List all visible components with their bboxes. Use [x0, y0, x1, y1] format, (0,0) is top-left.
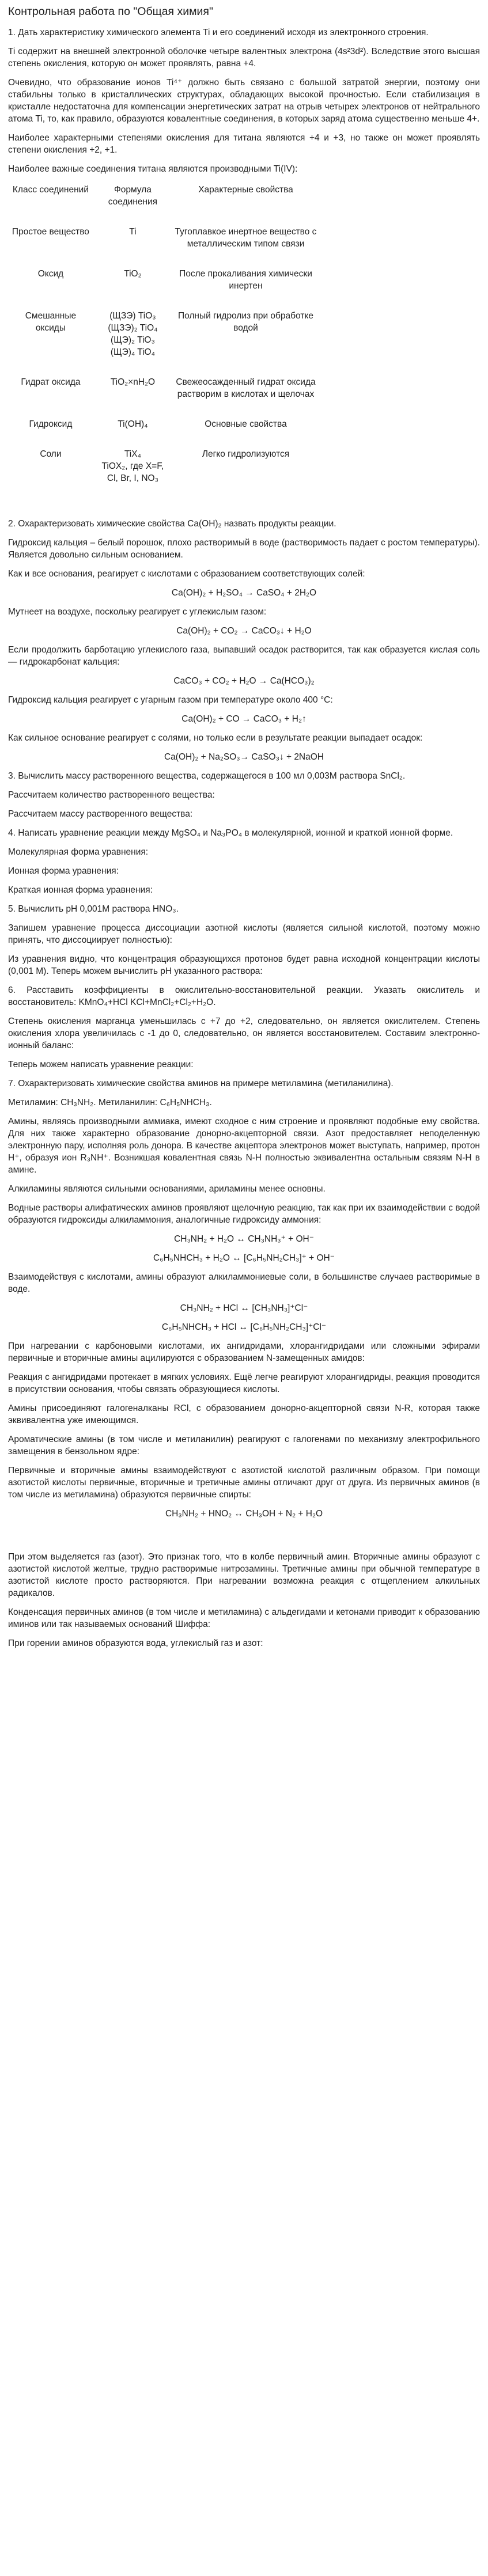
paragraph: Мутнеет на воздухе, поскольку реагирует с углекислым газом:: [8, 607, 267, 617]
equation: CH₃NH₂ + HCl ↔ [CH₃NH₃]⁺Cl⁻: [180, 1303, 308, 1313]
paragraph: Амины присоединяют галогеналканы RCl, с образованием донорно-акцепторной связи N-R, которая также эквивалентна уже имеющимся.: [8, 1403, 480, 1425]
paragraph: Реакция с ангидридами протекает в мягких условиях. Ещё легче реагируют хлорангидриды, реакция проводится в присутствии основания, чтобы связать образующиеся кислоты.: [8, 1372, 480, 1394]
table-row: [8, 416, 319, 446]
paragraph: При горении аминов образуются вода, углекислый газ и азот:: [8, 1638, 263, 1648]
paragraph: Водные растворы алифатических аминов проявляют щелочную реакцию, так как при их взаимодействии с водой образуются гидроксиды алкиламмония, аналогичные гидроксиду аммония:: [8, 1203, 480, 1225]
table-cell: TiO₂: [124, 269, 142, 279]
paragraph: Гидроксид кальция – белый порошок, плохо растворимый в воде (растворимость падает с ростом температуры). Является довольно сильным основанием.: [8, 538, 480, 560]
table-cell: Тугоплавкое инертное вещество с металлическим типом связи: [175, 227, 317, 249]
table-cell: TiO₂×nH₂O: [110, 377, 156, 387]
table-cell: Основные свойства: [205, 419, 287, 429]
equation: Ca(OH)₂ + H₂SO₄ → CaSO₄ + 2H₂O: [171, 588, 317, 598]
table-header-row: [8, 182, 319, 224]
equation: CaCO₃ + CO₂ + H₂O → Ca(HCO₃)₂: [173, 676, 315, 686]
paragraph: Степень окисления марганца уменьшилась с +7 до +2, следовательно, он является окислителем. Степень окисления хлора увеличилась с -1 до 0, следовательно, он является восстановителем. Составим электронно-ионный баланс:: [8, 1016, 480, 1050]
paragraph: Как сильное основание реагирует с солями, но только если в результате реакции выпадает осадок:: [8, 733, 423, 743]
table-cell: TiX₄ TiOX₂, где X=F, Cl, Br, I, NO₃: [101, 449, 164, 483]
equation: Ca(OH)₂ + CO → CaCO₃ + H₂↑: [181, 714, 307, 724]
table-cell: Соли: [40, 449, 62, 459]
paragraph: Краткая ионная форма уравнения:: [8, 885, 153, 895]
paragraph: Наиболее характерными степенями окисления для титана являются +4 и +3, но также он может проявлять степени окисления +2, +1.: [8, 133, 480, 155]
table-cell: Смешанные оксиды: [25, 311, 77, 333]
paragraph: Метиламин: CH₃NH₂. Метиланилин: C₆H₅NHCH₃.: [8, 1098, 212, 1107]
table-header-cell: Класс соединений: [12, 185, 89, 195]
paragraph: Первичные и вторичные амины взаимодействуют с азотистой кислотой различным образом. При помощи азотистой кислоты первичные, вторичные и третичные амины отличают друг от друга. Из первичных аминов (в том числе из метиламина) образуются первичные спирты:: [8, 1466, 480, 1500]
paragraph: Ti содержит на внешней электронной оболочке четыре валентных электрона (4s²3d²). Вследствие этого высшая степень окисления, которую он может проявлять, равна +4.: [8, 47, 480, 69]
table-cell: Ti(OH)₄: [118, 419, 148, 429]
table-cell: Простое вещество: [12, 227, 89, 237]
paragraph: Очевидно, что образование ионов Ti⁴⁺ должно быть связано с большой затратой энергии, поэтому они стабильны только в кристаллических структурах, обладающих высокой прочностью. Если стабилизация в кристалле недостаточна для компенсации энергетических затрат на отрыв четырех электронов от нейтрального атома Ti, то, как правило, образуются ковалентные соединения, в которых заряд атома существенно меньше 4+.: [8, 78, 480, 124]
task-5-heading: 5. Вычислить pH 0,001M раствора HNO₃.: [8, 904, 179, 914]
paragraph: Рассчитаем массу растворенного вещества:: [8, 809, 193, 819]
equation: CH₃NH₂ + HNO₂ ↔ CH₃OH + N₂ + H₂O: [165, 1509, 323, 1519]
table-row: [8, 224, 319, 266]
equation: Ca(OH)₂ + Na₂SO₃→ CaSO₃↓ + 2NaOH: [164, 752, 324, 762]
table-cell: Гидрат оксида: [21, 377, 81, 387]
paragraph: Ионная форма уравнения:: [8, 866, 119, 876]
paragraph: Молекулярная форма уравнения:: [8, 847, 149, 857]
task-6-heading: 6. Расставить коэффициенты в окислительно-восстановительной реакции. Указать окислитель и восстановитель: KMnO₄+HCl KCl+MnCl₂+Cl₂+H₂O.: [8, 985, 480, 1007]
equation: C₆H₅NHCH₃ + H₂O ↔ [C₆H₅NH₂CH₃]⁺ + OH⁻: [153, 1253, 335, 1263]
table-cell: Оксид: [37, 269, 64, 279]
table-cell: (ЩЗЭ) TiO₃ (ЩЗЭ)₂ TiO₄ (ЩЭ)₂ TiO₃ (ЩЭ)₄ TiO₄: [108, 311, 158, 357]
task-7-heading: 7. Охарактеризовать химические свойства аминов на примере метиламина (метиланилина).: [8, 1079, 394, 1088]
paragraph: Если продолжить барботацию углекислого газа, выпавший осадок растворится, так как образуется кислая соль — гидрокарбонат кальция:: [8, 645, 480, 667]
paragraph: Рассчитаем количество растворенного вещества:: [8, 790, 215, 800]
paragraph: При этом выделяется газ (азот). Это признак того, что в колбе первичный амин. Вторичные амины образуют с азотистой кислотой желтые, трудно растворимые нитрозамины. Третичные амины при обычной температуре в азотистой кислоте просто растворяются. При нагревании возможна реакция с отщеплением алкильных радикалов.: [8, 1552, 480, 1598]
paragraph: Запишем уравнение процесса диссоциации азотной кислоты (является сильной кислотой, поэтому можно принять, что диссоциирует полностью):: [8, 923, 480, 945]
paragraph: Из уравнения видно, что концентрация образующихся протонов будет равна исходной концентрации кислоты (0,001 М). Теперь можем вычислить pH указанного раствора:: [8, 954, 480, 976]
table-header-cell: Характерные свойства: [198, 185, 293, 195]
table-row: [8, 446, 319, 500]
paragraph: Взаимодействуя с кислотами, амины образуют алкиламмониевые соли, в большинстве случаев растворимые в воде.: [8, 1272, 480, 1294]
task-3-heading: 3. Вычислить массу растворенного вещества, содержащегося в 100 мл 0,003M раствора SnCl₂.: [8, 771, 406, 781]
table-row: [8, 266, 319, 308]
task-1-heading: 1. Дать характеристику химического элемента Ti и его соединений исходя из электронного строения.: [8, 28, 429, 37]
paragraph: Амины, являясь производными аммиака, имеют сходное с ним строение и проявляют подобные ему свойства. Для них также характерно образование донорно-акцепторной связи. Азот предоставляет неподеленную электронную пару, исполняя роль донора. В качестве акцептора электронов может выступать, например, протон H⁺, образуя ион R₃NH⁺. Возникшая ковалентная связь N-H полностью эквивалентна остальным связям N-H в амине.: [8, 1117, 480, 1175]
table-cell: Ti: [129, 227, 137, 237]
table-row: [8, 308, 319, 374]
table-cell: Гидроксид: [29, 419, 73, 429]
table-cell: Свежеосажденный гидрат оксида растворим в кислотах и щелочах: [176, 377, 316, 399]
table-cell: Легко гидролизуются: [202, 449, 290, 459]
paragraph: Гидроксид кальция реагирует с угарным газом при температуре около 400 °C:: [8, 695, 333, 705]
spacer: [8, 1527, 480, 1551]
equation: CH₃NH₂ + H₂O ↔ CH₃NH₃⁺ + OH⁻: [174, 1234, 314, 1244]
equation: Ca(OH)₂ + CO₂ → CaCO₃↓ + H₂O: [176, 626, 312, 636]
paragraph: Теперь можем написать уравнение реакции:: [8, 1060, 194, 1069]
table-cell: После прокаливания химически инертен: [179, 269, 312, 291]
table-row: [8, 374, 319, 416]
page-title: Контрольная работа по "Общая химия": [8, 5, 213, 18]
paragraph: Алкиламины являются сильными основаниями, ариламины менее основны.: [8, 1184, 326, 1194]
table-header-cell: Формула соединения: [108, 185, 158, 207]
task-2-heading: 2. Охарактеризовать химические свойства Ca(OH)₂ назвать продукты реакции.: [8, 519, 336, 529]
paragraph: Конденсация первичных аминов (в том числе и метиламина) с альдегидами и кетонами приводит к образованию иминов или так называемых оснований Шиффа:: [8, 1607, 480, 1629]
table-cell: Полный гидролиз при обработке водой: [177, 311, 314, 333]
paragraph: При нагревании с карбоновыми кислотами, их ангидридами, хлорангидридами или сложными эфирами первичные и вторичные амины ацилируются с образованием N-замещенных амидов:: [8, 1341, 480, 1363]
equation: C₆H₅NHCH₃ + HCl ↔ [C₆H₅NH₂CH₃]⁺Cl⁻: [161, 1322, 327, 1332]
paragraph: Наиболее важные соединения титана являются производными Ti(IV):: [8, 164, 298, 174]
titanium-compounds-table: [8, 182, 319, 500]
task-4-heading: 4. Написать уравнение реакции между MgSO₄ и Na₃PO₄ в молекулярной, ионной и краткой ионной форме.: [8, 828, 453, 838]
paragraph: Ароматические амины (в том числе и метиланилин) реагируют с галогенами по механизму электрофильного замещения в бензольном ядре:: [8, 1435, 480, 1456]
paragraph: Как и все основания, реагирует с кислотами с образованием соответствующих солей:: [8, 569, 365, 579]
